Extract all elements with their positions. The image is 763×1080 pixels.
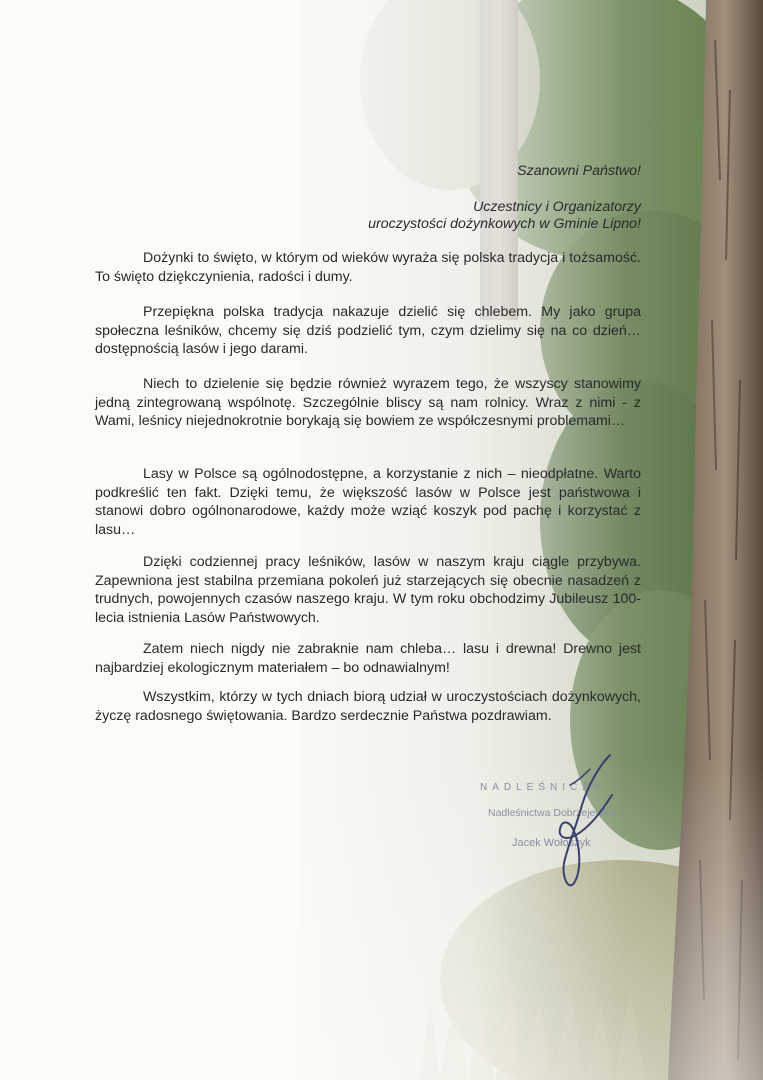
paragraph-text: Dzięki codziennej pracy leśników, lasów w naszym kraju ciągle przybywa. Zapewniona jest stabilna przemiana pokoleń już starzejących się obecnie nasadzeń z trudnych, powojennych czasów naszego kraju. W tym roku obchodzimy Jubileusz 100-lecia istnienia Lasów Państwowych. (95, 554, 641, 626)
letter-paragraph (95, 375, 641, 431)
letter-addressee-line-1: Uczestnicy i Organizatorzy (473, 199, 641, 215)
paragraph-text: Przepiękna polska tradycja nakazuje dzielić się chlebem. My jako grupa społeczna leśników, chcemy się dziś podzielić tym, czym dzielimy się na co dzień… dostępnością lasów i jego darami. (95, 304, 641, 358)
letter-paragraph (95, 465, 641, 539)
letter-paragraph (95, 553, 641, 627)
stamp-signer-name: Jacek Wołoszyk (512, 837, 591, 849)
letter-paragraph (95, 640, 641, 677)
paragraph-text: Niech to dzielenie się będzie również wyrazem tego, że wszyscy stanowimy jedną zintegrowaną wspólnotę. Szczególnie bliscy są nam rolnicy. Wraz z nimi - z Wami, leśnicy niejednokrotnie borykają się bowiem ze współczesnymi problemami… (95, 376, 641, 430)
letter-paragraph (95, 303, 641, 359)
handwritten-signature (540, 745, 630, 895)
stamp-organization: Nadleśnictwa Dobrzejewice (488, 807, 617, 819)
paragraph-text: Lasy w Polsce są ogólnodostępne, a korzystanie z nich – nieodpłatne. Warto podkreślić ten fakt. Dzięki temu, że większość lasów w Polsce jest państwowa i stanowi dobro ogólnonarodowe, każdy może wziąć koszyk pod pachę i korzystać z lasu… (95, 466, 641, 538)
paragraph-text: Zatem niech nigdy nie zabraknie nam chleba… lasu i drewna! Drewno jest najbardziej ekologicznym materiałem – bo odnawialnym! (95, 641, 641, 676)
letter-paragraph (95, 249, 641, 286)
paragraph-text: Dożynki to święto, w którym od wieków wyraża się polska tradycja i tożsamość. To święto dziękczynienia, radości i dumy. (95, 250, 641, 285)
letter-greeting: Szanowni Państwo! (517, 163, 641, 179)
letter-addressee-line-2: uroczystości dożynkowych w Gminie Lipno! (368, 216, 641, 232)
paragraph-text: Wszystkim, którzy w tych dniach biorą udział w uroczystościach dożynkowych, życzę radosnego świętowania. Bardzo serdecznie Państwa pozdrawiam. (95, 689, 641, 724)
stamp-title: NADLEŚNICZY (480, 782, 606, 793)
letter-paragraph (95, 688, 641, 725)
